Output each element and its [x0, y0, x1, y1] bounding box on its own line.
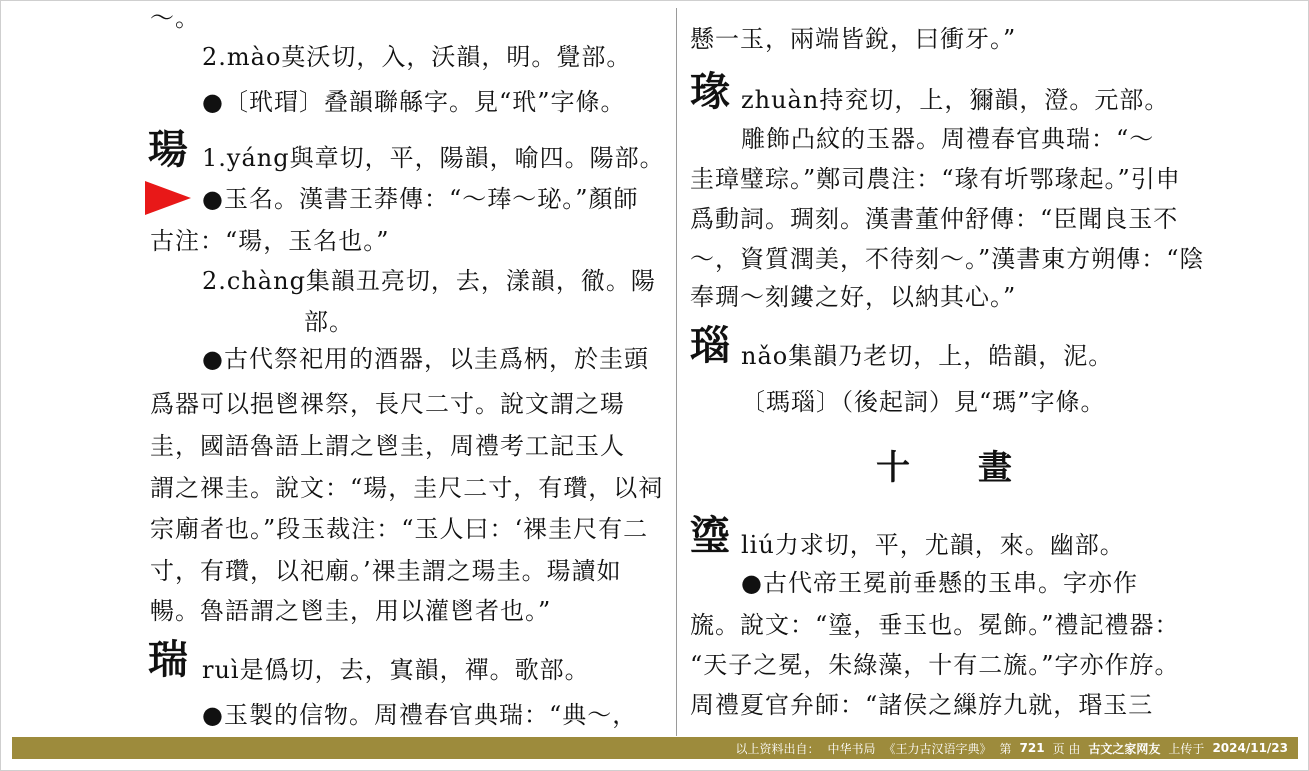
- right-line-12: 旒。說文：“瑬，垂玉也。冕飾。”禮記禮器：: [690, 611, 1180, 639]
- right-line-14: 周禮夏官弁師：“諸侯之繅斿九就，瑉玉三: [690, 691, 1154, 719]
- left-line-5: ●玉名。漢書王莽傳：“～琫～珌。”顏師: [202, 185, 639, 213]
- headword-nao: 瑙: [690, 322, 730, 369]
- left-line-1: ～。: [150, 4, 200, 32]
- right-line-9: 〔瑪瑙〕（後起詞）見“瑪”字條。: [741, 388, 1106, 416]
- left-line-17: ●玉製的信物。周禮春官典瑞：“典～，: [202, 701, 638, 729]
- left-line-14: 寸，有瓚，以祀廟。’祼圭謂之瑒圭。瑒讀如: [150, 557, 622, 585]
- headword-liu: 瑬: [690, 512, 730, 559]
- footer-page-suffix: 页 由: [1052, 741, 1081, 756]
- left-line-7: 2.chàng集韻丑亮切，去，漾韻，徹。陽: [202, 267, 656, 295]
- right-line-1: 懸一玉，兩端皆銳，曰衝牙。”: [690, 25, 1017, 53]
- headword-rui: 瑞: [148, 636, 188, 683]
- headword-yang: 瑒: [148, 126, 188, 173]
- footer-publisher: 中华书局: [827, 741, 876, 756]
- right-line-8: nǎo集韻乃老切，上，皓韻，泥。: [741, 342, 1114, 370]
- left-line-13: 宗廟者也。”段玉裁注：“玉人曰：‘祼圭尺有二: [150, 515, 649, 543]
- left-line-10: 爲器可以挹鬯祼祭，長尺二寸。說文謂之瑒: [150, 390, 625, 418]
- left-line-2: 2.mào莫沃切，入，沃韻，明。覺部。: [202, 43, 632, 71]
- left-line-12: 謂之祼圭。說文：“瑒，圭尺二寸，有瓚，以祠: [150, 474, 664, 502]
- right-line-3: 雕飾凸紋的玉器。周禮春官典瑞：“～: [741, 125, 1155, 153]
- left-line-6: 古注：“瑒，玉名也。”: [150, 227, 390, 255]
- right-line-5: 爲動詞。琱刻。漢書董仲舒傳：“臣聞良玉不: [690, 205, 1179, 233]
- right-line-2: zhuàn持兖切，上，獮韻，澄。元部。: [741, 86, 1170, 114]
- right-line-4: 圭璋璧琮。”鄭司農注：“瑑有圻鄂瑑起。”引申: [690, 165, 1181, 193]
- left-line-11: 圭，國語魯語上謂之鬯圭，周禮考工記玉人: [150, 432, 625, 460]
- headword-zhuan: 瑑: [690, 68, 730, 115]
- left-line-8: 部。: [304, 308, 354, 336]
- column-divider: [676, 8, 677, 736]
- right-line-11: ●古代帝王冕前垂懸的玉串。字亦作: [741, 569, 1138, 597]
- section-heading: 十 畫: [876, 448, 1012, 488]
- footer-site-link[interactable]: 古文之家网友: [1088, 741, 1161, 756]
- footer-page-number: 721: [1019, 741, 1045, 755]
- source-footer: [12, 737, 1298, 759]
- left-line-3: ●〔玳瑁〕叠韻聯緜字。見“玳”字條。: [202, 88, 626, 116]
- right-line-7: 奉琱～刻鏤之好，以納其心。”: [690, 283, 1017, 311]
- footer-source-prefix: 以上资料出自：: [735, 741, 820, 756]
- left-line-16: ruì是僞切，去，寘韻，禪。歌部。: [202, 656, 590, 684]
- right-line-10: liú力求切，平，尤韻，來。幽部。: [741, 531, 1125, 559]
- red-arrow-icon: [145, 181, 191, 215]
- footer-page-prefix: 第: [999, 741, 1012, 756]
- footer-book-title: 《王力古汉语字典》: [883, 741, 992, 756]
- left-line-4: 1.yáng與章切，平，陽韻，喻四。陽部。: [202, 144, 665, 172]
- footer-date: 2024/11/23: [1212, 741, 1288, 755]
- left-line-15: 暢。魯語謂之鬯圭，用以灌鬯者也。”: [150, 597, 552, 625]
- right-line-13: “天子之冕，朱綠藻，十有二旒。”字亦作斿。: [690, 651, 1180, 679]
- right-line-6: ～，資質潤美，不待刻～。”漢書東方朔傳：“陰: [690, 245, 1205, 273]
- footer-upload-label: 上传于: [1168, 741, 1205, 756]
- left-line-9: ●古代祭祀用的酒器，以圭爲柄，於圭頭: [202, 345, 649, 373]
